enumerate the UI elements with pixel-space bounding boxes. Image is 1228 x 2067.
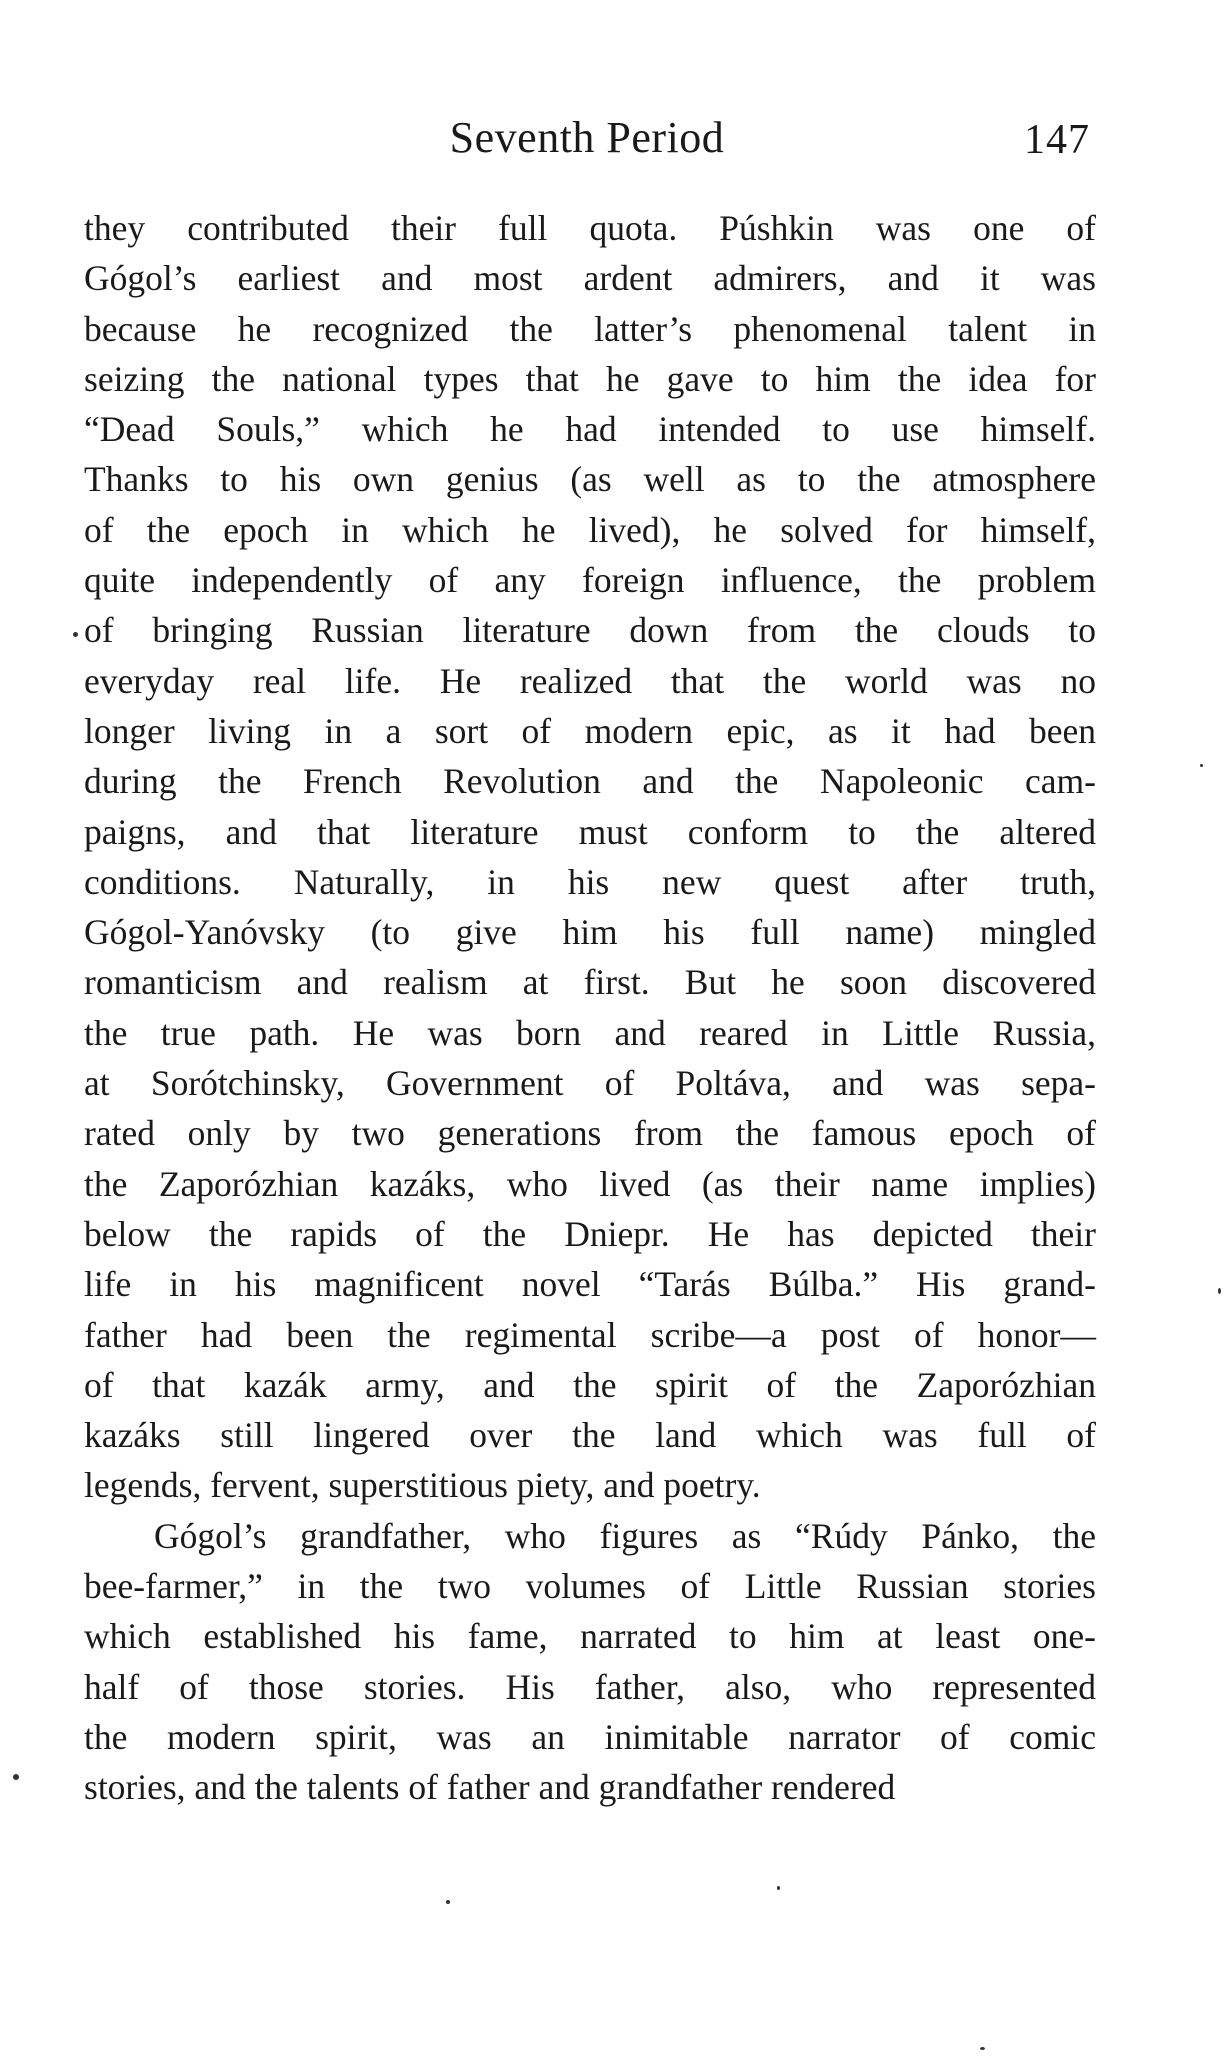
text-line: because he recognized the latter’s phenomenal talent in: [84, 308, 1096, 349]
text-line: half of those stories. His father, also, who represented: [84, 1666, 1096, 1707]
scan-speck: [13, 1774, 19, 1780]
text-line: of that kazák army, and the spirit of the Zaporózhian: [84, 1364, 1096, 1405]
scan-speck: [777, 1886, 780, 1890]
text-line: below the rapids of the Dniepr. He has depicted their: [84, 1213, 1096, 1254]
running-head: [84, 112, 1090, 172]
page-number: 147: [1024, 117, 1090, 163]
text-line: Thanks to his own genius (as well as to the atmosphere: [84, 459, 1096, 500]
text-line: Gógol-Yanóvsky (to give him his full name) mingled: [84, 912, 1096, 953]
text-line: of the epoch in which he lived), he solved for himself,: [84, 509, 1096, 550]
text-line: they contributed their full quota. Púshkin was one of: [84, 208, 1096, 248]
text-line: stories, and the talents of father and grandfather rendered: [84, 1767, 896, 1808]
scan-speck: [1200, 764, 1203, 767]
text-line: everyday real life. He realized that the world was no: [84, 660, 1096, 701]
text-line: romanticism and realism at first. But he soon discovered: [84, 962, 1096, 1003]
text-line: during the French Revolution and the Napoleonic cam-: [84, 761, 1096, 802]
text-line: “Dead Souls,” which he had intended to use himself.: [84, 409, 1096, 450]
text-line: father had been the regimental scribe—a post of honor—: [84, 1314, 1096, 1355]
text-line: Gógol’s earliest and most ardent admirers, and it was: [84, 258, 1096, 299]
scan-speck: [446, 1900, 450, 1904]
text-line: the modern spirit, was an inimitable narrator of comic: [84, 1716, 1096, 1757]
scan-speck: [980, 2047, 985, 2050]
text-line: seizing the national types that he gave to him the idea for: [84, 358, 1096, 399]
body-text: [84, 203, 1096, 1813]
text-line: at Sorótchinsky, Government of Poltáva, and was sepa-: [84, 1063, 1096, 1104]
text-line: kazáks still lingered over the land which was full of: [84, 1415, 1096, 1456]
text-line: legends, fervent, superstitious piety, and poetry.: [84, 1465, 761, 1506]
text-line: quite independently of any foreign influence, the problem: [84, 560, 1096, 601]
text-line: the Zaporózhian kazáks, who lived (as their name implies): [84, 1163, 1096, 1204]
scan-speck: [73, 632, 78, 637]
text-line: of bringing Russian literature down from the clouds to: [84, 610, 1096, 651]
text-line: paigns, and that literature must conform to the altered: [84, 811, 1096, 852]
text-line: the true path. He was born and reared in Little Russia,: [84, 1012, 1096, 1053]
text-line: life in his magnificent novel “Tarás Búlba.” His grand-: [84, 1264, 1096, 1305]
scan-speck: [1218, 1288, 1221, 1294]
text-line: rated only by two generations from the famous epoch of: [84, 1113, 1096, 1154]
text-line: Gógol’s grandfather, who figures as “Rúdy Pánko, the: [154, 1515, 1096, 1556]
chapter-title: Seventh Period: [449, 113, 725, 162]
text-line: which established his fame, narrated to him at least one-: [84, 1616, 1096, 1657]
text-line: conditions. Naturally, in his new quest after truth,: [84, 861, 1096, 902]
text-line: longer living in a sort of modern epic, as it had been: [84, 710, 1096, 751]
text-line: bee-farmer,” in the two volumes of Little Russian stories: [84, 1566, 1096, 1607]
